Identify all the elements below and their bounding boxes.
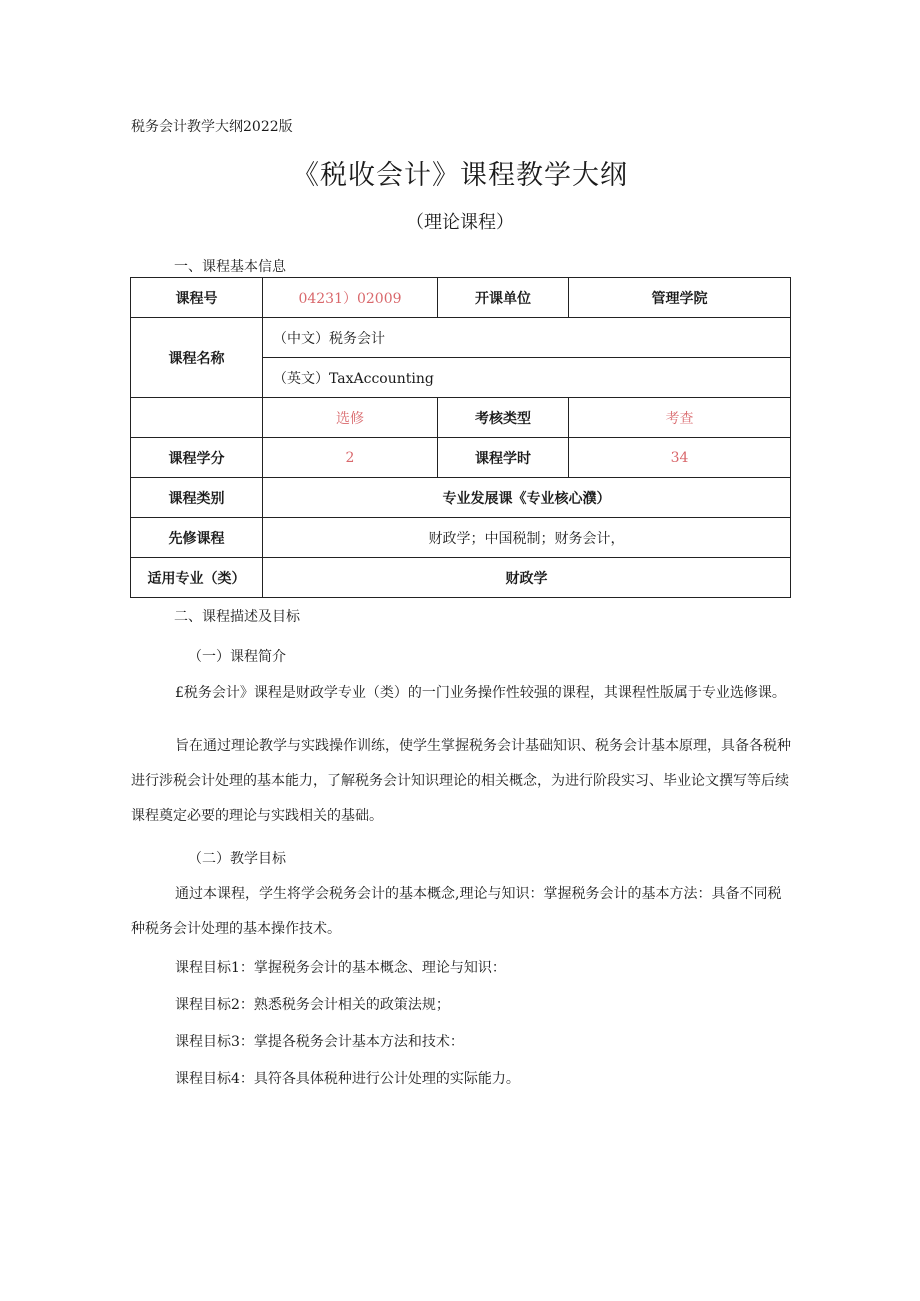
header-note: 税务会计教学大纲2022版 (131, 119, 293, 135)
document-title: 《税收会计》课程教学大纲 (292, 160, 628, 191)
category-label: 课程类别 (131, 478, 263, 518)
goal-paragraph: 通过本课程，学生将学会税务会计的基本概念,理论与知识：掌握税务会计的基本方法：具备不同税种税务会计处理的基本操作技术。 (131, 886, 782, 937)
dept-value: 管理学院 (569, 278, 791, 318)
sub2-heading: （二）教学目标 (188, 851, 286, 867)
credit-label: 课程学分 (131, 438, 263, 478)
goal-item-4: 课程目标4：具符各具体税种进行公计处理的实际能力。 (175, 1071, 520, 1087)
exam-type-label: 考核类型 (438, 398, 569, 438)
goal-item-2: 课程目标2：熟悉税务会计相关的政策法规； (175, 997, 450, 1013)
table-row (131, 518, 791, 558)
major-label: 适用专业（类） (131, 558, 263, 598)
major-value: 财政学 (263, 558, 791, 598)
goal-item-3: 课程目标3：掌提各税务会计基本方法和技术： (175, 1034, 464, 1050)
hours-label: 课程学时 (438, 438, 569, 478)
course-type-value: 选修 (263, 398, 438, 438)
table-row (131, 558, 791, 598)
intro-paragraph-2: 旨在通过理论教学与实践操作训练，使学生掌握税务会计基础知识、税务会计基本原理，具备各税种进行涉税会计处理的基本能力，了解税务会计知识理论的相关概念，为进行阶段实习、毕业论文撰写等后续课程奠定必要的理论与实践相关的基础。 (131, 738, 791, 824)
exam-type-value: 考查 (569, 398, 791, 438)
table-row (131, 278, 791, 318)
goal-item-1: 课程目标1：掌握税务会计的基本概念、理论与知识： (175, 960, 506, 976)
document-subtitle: （理论课程） (406, 212, 514, 233)
table-row (131, 478, 791, 518)
course-info-table (130, 277, 791, 598)
table-row (131, 318, 791, 358)
course-no-label: 课程号 (131, 278, 263, 318)
hours-value: 34 (569, 438, 791, 478)
intro-paragraph-1: £税务会计》课程是财政学专业（类）的一门业务操作性较强的课程，其课程性版属于专业选修课。 (175, 685, 786, 701)
course-name-cn: （中文）税务会计 (263, 318, 791, 358)
credit-value: 2 (263, 438, 438, 478)
course-name-en: （英文）TaxAccounting (263, 358, 791, 398)
prereq-value: 财政学；中国税制；财务会计， (263, 518, 791, 558)
prereq-label: 先修课程 (131, 518, 263, 558)
course-no-value: 04231）02009 (263, 278, 438, 318)
dept-label: 开课单位 (438, 278, 569, 318)
section2-heading: 二、课程描述及目标 (174, 609, 300, 625)
sub1-heading: （一）课程简介 (188, 649, 286, 665)
category-value: 专业发展课《专业核心濮） (263, 478, 791, 518)
section1-heading: 一、课程基本信息 (174, 259, 286, 275)
table-row (131, 398, 791, 438)
blank-label (131, 398, 263, 438)
table-row (131, 438, 791, 478)
course-name-label: 课程名称 (131, 318, 263, 398)
